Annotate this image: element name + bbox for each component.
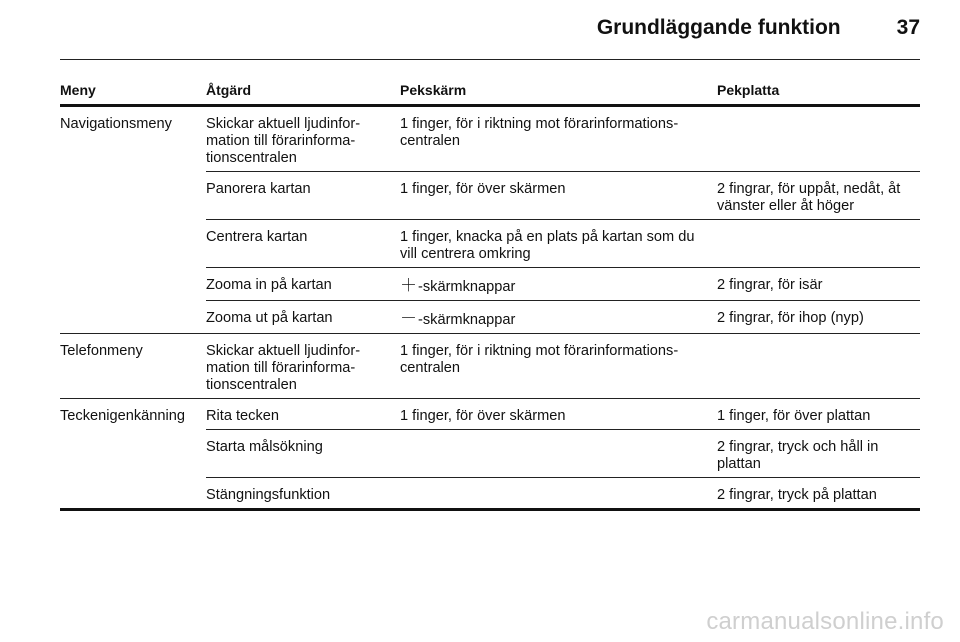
menu-cell xyxy=(60,478,206,510)
column-header-touchscreen: Pekskärm xyxy=(400,78,717,106)
header-divider xyxy=(60,59,920,60)
touchscreen-cell: 1 finger, för i riktning mot förarinformations-centralen xyxy=(400,106,717,172)
action-cell: Zooma ut på kartan xyxy=(206,301,400,334)
touchpad-cell: 2 fingrar, för uppåt, nedåt, åt vänster eller åt höger xyxy=(717,172,920,220)
action-cell: Zooma in på kartan xyxy=(206,268,400,301)
action-cell: Centrera kartan xyxy=(206,220,400,268)
menu-cell xyxy=(60,301,206,334)
touchscreen-cell: 1 finger, för i riktning mot förarinformations-centralen xyxy=(400,334,717,399)
table-row xyxy=(60,301,920,334)
touchscreen-cell: 1 finger, för över skärmen xyxy=(400,172,717,220)
page-title: Grundläggande funktion xyxy=(596,16,841,39)
touchscreen-cell xyxy=(400,478,717,510)
action-cell: Rita tecken xyxy=(206,399,400,430)
touchscreen-cell: 1 finger, knacka på en plats på kartan som du vill centrera omkring xyxy=(400,220,717,268)
watermark: carmanualsonline.info xyxy=(706,608,944,635)
column-header-action: Åtgärd xyxy=(206,78,400,106)
menu-cell xyxy=(60,268,206,301)
touchpad-cell: 2 fingrar, tryck på plattan xyxy=(717,478,920,510)
menu-cell: Teckenigenkänning xyxy=(60,408,185,424)
action-cell: Stängningsfunktion xyxy=(206,478,400,510)
menu-cell xyxy=(60,172,206,220)
touchpad-cell xyxy=(717,220,920,268)
minus-icon: － xyxy=(400,309,417,328)
action-cell: Skickar aktuell ljudinfor-mation till förarinforma-tionscentralen xyxy=(206,106,400,172)
touchpad-cell: 2 fingrar, för isär xyxy=(717,268,920,301)
menu-cell: Navigationsmeny xyxy=(60,116,172,132)
menu-cell xyxy=(60,430,206,478)
action-cell: Panorera kartan xyxy=(206,172,400,220)
touchpad-cell xyxy=(717,106,920,172)
touchscreen-cell: 1 finger, för över skärmen xyxy=(400,399,717,430)
table-header-row xyxy=(60,78,920,106)
action-cell: Starta målsökning xyxy=(206,430,400,478)
plus-icon: ＋ xyxy=(400,276,417,295)
table-row xyxy=(60,268,920,301)
touchpad-cell: 2 fingrar, tryck och håll in plattan xyxy=(717,430,920,478)
page-header xyxy=(60,16,920,40)
table-row xyxy=(60,106,920,172)
page-number: 37 xyxy=(896,16,920,39)
table-row xyxy=(60,399,920,430)
touchscreen-cell xyxy=(400,268,717,301)
touchpad-cell: 1 finger, för över plattan xyxy=(717,399,920,430)
column-header-touchpad: Pekplatta xyxy=(717,78,920,106)
menu-cell xyxy=(60,220,206,268)
touchpad-cell: 2 fingrar, för ihop (nyp) xyxy=(717,301,920,334)
table-row xyxy=(60,430,920,478)
touchpad-cell xyxy=(717,334,920,399)
menu-cell: Telefonmeny xyxy=(60,334,206,399)
touchscreen-cell xyxy=(400,301,717,334)
table-row xyxy=(60,478,920,510)
function-table xyxy=(60,78,920,511)
touchscreen-cell xyxy=(400,430,717,478)
table-row xyxy=(60,334,920,399)
touchscreen-text: -skärmknappar xyxy=(418,279,516,295)
table-row xyxy=(60,220,920,268)
column-header-menu: Meny xyxy=(60,78,206,106)
table-row xyxy=(60,172,920,220)
touchscreen-text: -skärmknappar xyxy=(418,312,516,328)
action-cell: Skickar aktuell ljudinfor-mation till förarinforma-tionscentralen xyxy=(206,334,400,399)
